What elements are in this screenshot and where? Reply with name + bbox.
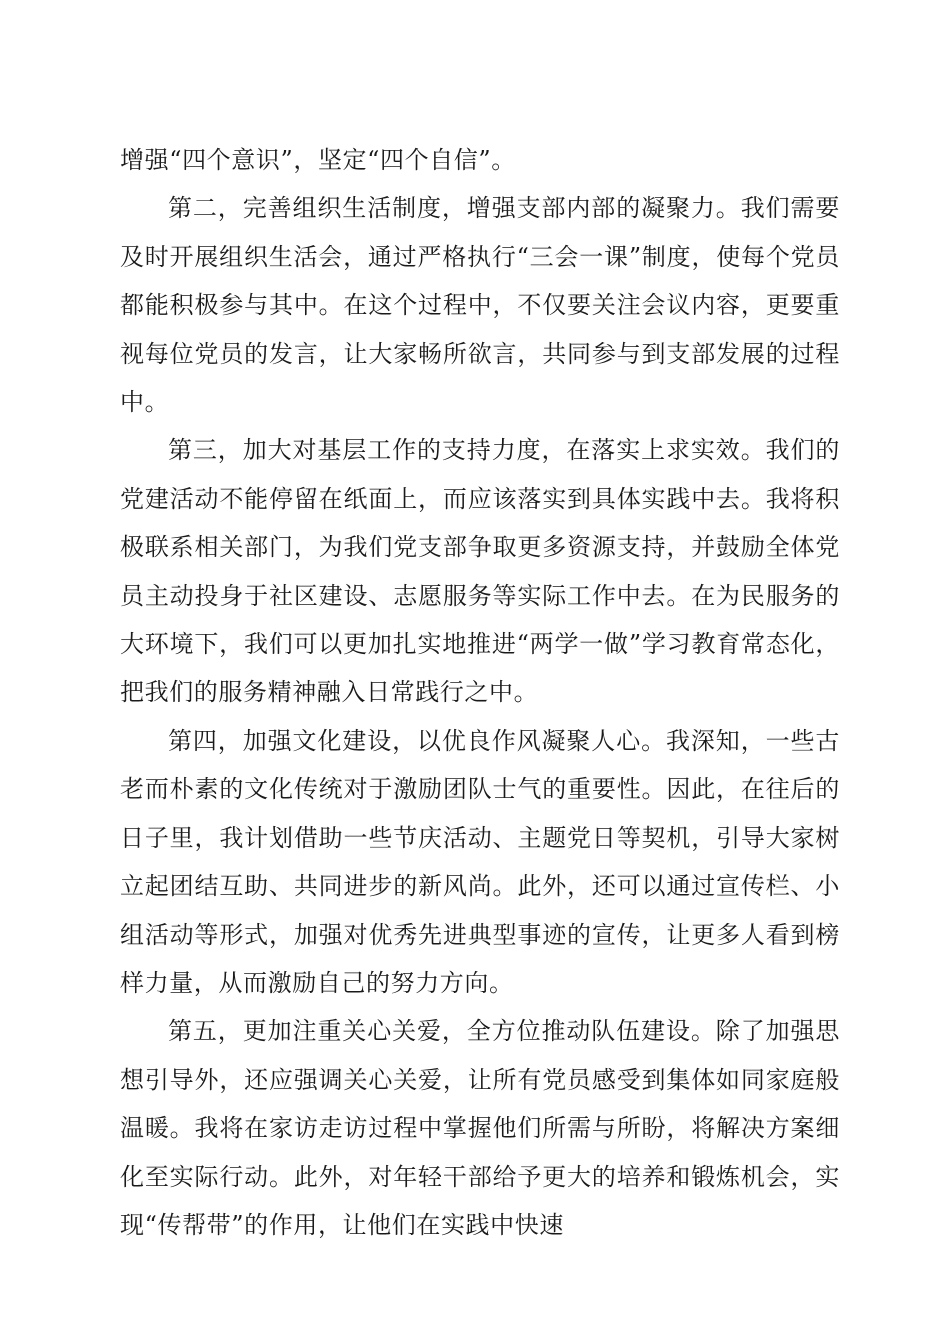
- paragraph-second-point: 第二，完善组织生活制度，增强支部内部的凝聚力。我们需要及时开展组织生活会，通过严格执行“三会一课”制度，使每个党员都能积极参与其中。在这个过程中，不仅要关注会议内容，更要重视每位党员的发言，让大家畅所欲言，共同参与到支部发展的过程中。: [120, 194, 840, 417]
- paragraph-continuation: 增强“四个意识”，坚定“四个自信”。: [120, 146, 516, 174]
- paragraph-fourth-point: 第四，加强文化建设，以优良作风凝聚人心。我深知，一些古老而朴素的文化传统对于激励团队士气的重要性。因此，在往后的日子里，我计划借助一些节庆活动、主题党日等契机，引导大家树立起团结互助、共同进步的新风尚。此外，还可以通过宣传栏、小组活动等形式，加强对优秀先进典型事迹的宣传，让更多人看到榜样力量，从而激励自己的努力方向。: [120, 726, 840, 997]
- paragraph-fifth-point: 第五，更加注重关心关爱，全方位推动队伍建设。除了加强思想引导外，还应强调关心关爱，让所有党员感受到集体如同家庭般温暖。我将在家访走访过程中掌握他们所需与所盼，将解决方案细化至实际行动。此外，对年轻干部给予更大的培养和锻炼机会，实现“传帮带”的作用，让他们在实践中快速: [120, 1017, 840, 1239]
- paragraph-third-point: 第三，加大对基层工作的支持力度，在落实上求实效。我们的党建活动不能停留在纸面上，而应该落实到具体实践中去。我将积极联系相关部门，为我们党支部争取更多资源支持，并鼓励全体党员主动投身于社区建设、志愿服务等实际工作中去。在为民服务的大环境下，我们可以更加扎实地推进“两学一做”学习教育常态化，把我们的服务精神融入日常践行之中。: [120, 436, 840, 707]
- document-body: [120, 136, 840, 1249]
